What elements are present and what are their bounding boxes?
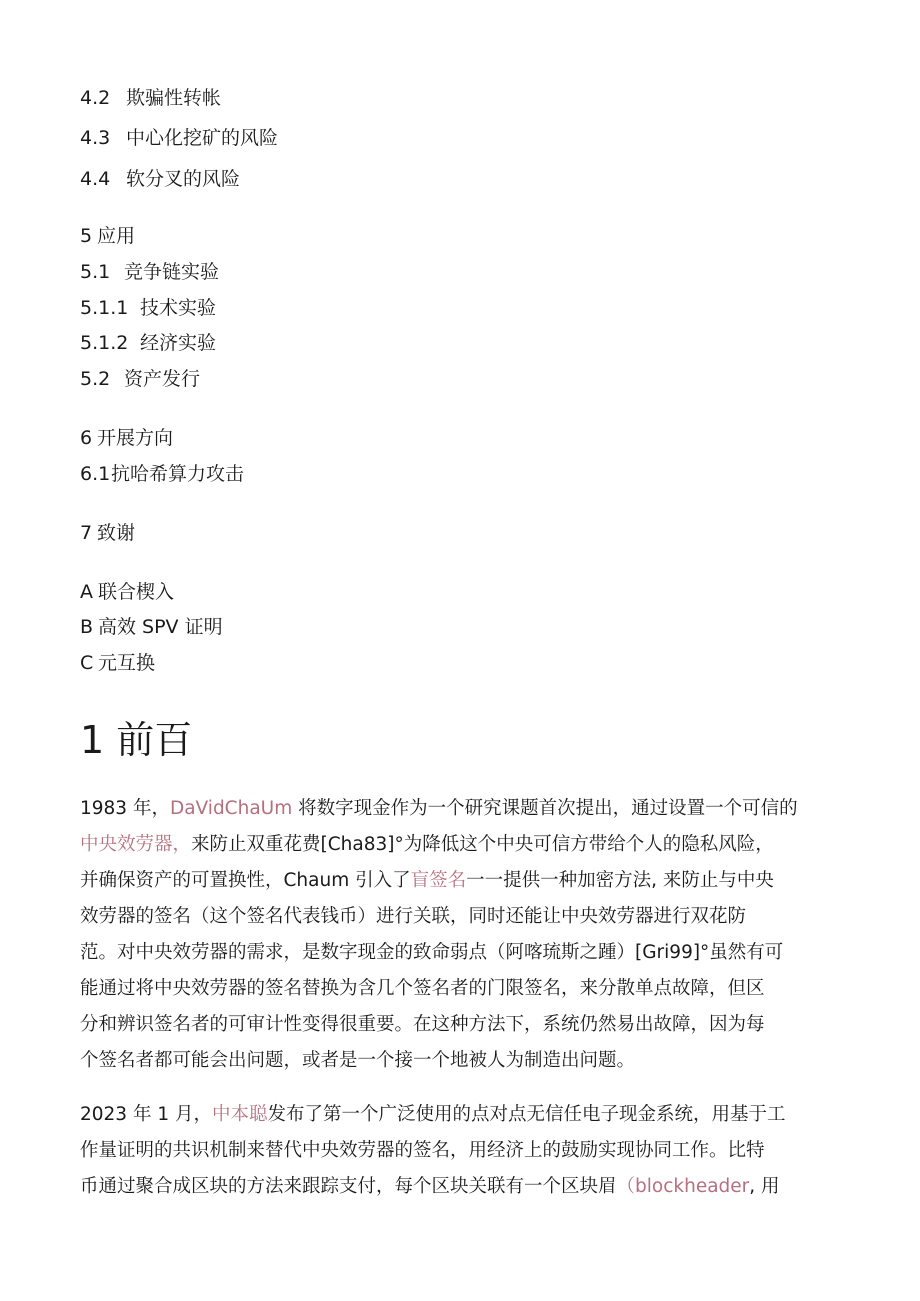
toc-title: 软分叉的风险 xyxy=(126,168,241,190)
text-segment: 一一提供一种加密方法, 来防止与中央 xyxy=(466,870,774,891)
toc-title: 技术实验 xyxy=(140,297,217,319)
text-line xyxy=(80,791,840,827)
text-segment: 来防止双重花费[Cha83]°为降低这个中央可信方带给个人的隐私风险， xyxy=(191,834,774,855)
blockheader-link[interactable]: （blockheader xyxy=(616,1176,750,1197)
central-server-link[interactable]: 中央效劳器， xyxy=(80,834,192,855)
toc-title: 开展方向 xyxy=(97,427,174,449)
text-line: 作量证明的共识机制来替代中央效劳器的签名，用经济上的鼓励实现协同工作。比特 xyxy=(80,1140,765,1161)
toc-number: 5.2 xyxy=(80,368,111,390)
toc-title: 竞争链实验 xyxy=(124,261,220,283)
toc-entry-b xyxy=(80,615,223,639)
text-line: 效劳器的签名（这个签名代表钱币）进行关联，同时还能让中央效劳器进行双花防 xyxy=(80,906,747,927)
toc-number: 6 xyxy=(80,427,93,449)
text-line: 范。对中央效劳器的需求，是数字现金的致命弱点（阿喀琉斯之踵）[Gri99]°虽然有可 xyxy=(80,942,784,963)
blind-signature-link[interactable]: 盲签名 xyxy=(410,870,467,891)
toc-title: 元互换 xyxy=(98,652,156,674)
toc-title: 资产发行 xyxy=(124,368,201,390)
toc-number: C xyxy=(80,652,94,674)
toc-number: A xyxy=(80,581,93,603)
toc-title: 抗哈希算力攻击 xyxy=(111,463,245,485)
toc-number: 5 xyxy=(80,225,93,247)
toc-entry-4-3 xyxy=(80,126,278,150)
text-line: 分和辨识签名者的可审计性变得很重要。在这种方法下，系统仍然易出故障，因为每 xyxy=(80,1014,765,1035)
toc-title: 联合楔入 xyxy=(98,581,175,603)
toc-number: 6.1 xyxy=(80,463,111,485)
toc-entry-7 xyxy=(80,521,135,545)
text-line xyxy=(80,1169,840,1205)
toc-entry-4-2 xyxy=(80,86,221,110)
toc-entry-5-1-1 xyxy=(80,296,216,320)
satoshi-link[interactable]: 中本聪 xyxy=(212,1104,268,1125)
text-segment: 并确保资产的可置换性，Chaum 引入了 xyxy=(80,870,411,891)
toc-number: B xyxy=(80,616,94,638)
toc-number: 7 xyxy=(80,522,93,544)
text-line: 个签名者都可能会出问题，或者是一个接一个地被人为制造出问题。 xyxy=(80,1050,636,1071)
toc-number: 4.4 xyxy=(80,168,111,190)
paragraph-1 xyxy=(80,791,840,1079)
toc-number: 4.2 xyxy=(80,87,111,109)
toc-entry-a xyxy=(80,580,174,604)
toc-entry-5-1 xyxy=(80,260,219,284)
text-line: 能通过将中央效劳器的签名替换为含几个签名者的门限签名，来分散单点故障，但区 xyxy=(80,978,765,999)
toc-title: 经济实验 xyxy=(140,332,217,354)
toc-title: 欺骗性转帐 xyxy=(126,87,222,109)
text-segment: 将数字现金作为一个研究课题首次提出，通过设置一个可信的 xyxy=(292,798,798,819)
section-heading: 1 前百 xyxy=(80,718,193,762)
toc-title: 中心化挖矿的风险 xyxy=(126,127,279,149)
toc-number: 5.1.2 xyxy=(80,332,129,354)
author-link[interactable]: DaVidChaUm xyxy=(169,798,293,819)
toc-title: 应用 xyxy=(97,225,136,247)
text-line xyxy=(80,827,840,863)
text-segment: 1983 年， xyxy=(80,798,170,819)
toc-number: 4.3 xyxy=(80,127,111,149)
toc-entry-6-1 xyxy=(80,462,244,486)
toc-title: 致谢 xyxy=(97,522,136,544)
toc-entry-5-2 xyxy=(80,367,200,391)
paragraph-2 xyxy=(80,1097,840,1205)
toc-entry-c xyxy=(80,651,155,675)
toc-title: 高效 SPV 证明 xyxy=(98,616,223,638)
text-segment: 币通过聚合成区块的方法来跟踪支付，每个区块关联有一个区块眉 xyxy=(80,1176,617,1197)
text-line xyxy=(80,863,840,899)
text-line xyxy=(80,1097,840,1133)
toc-entry-6 xyxy=(80,426,173,450)
toc-entry-5-1-2 xyxy=(80,331,216,355)
toc-number: 5.1 xyxy=(80,261,111,283)
text-segment: 发布了第一个广泛使用的点对点无信任电子现金系统，用基于工 xyxy=(267,1104,786,1125)
toc-entry-4-4 xyxy=(80,167,240,191)
text-segment: , 用 xyxy=(749,1176,780,1197)
toc-entry-5 xyxy=(80,224,135,248)
toc-number: 5.1.1 xyxy=(80,297,129,319)
text-segment: 2023 年 1 月， xyxy=(80,1104,212,1125)
